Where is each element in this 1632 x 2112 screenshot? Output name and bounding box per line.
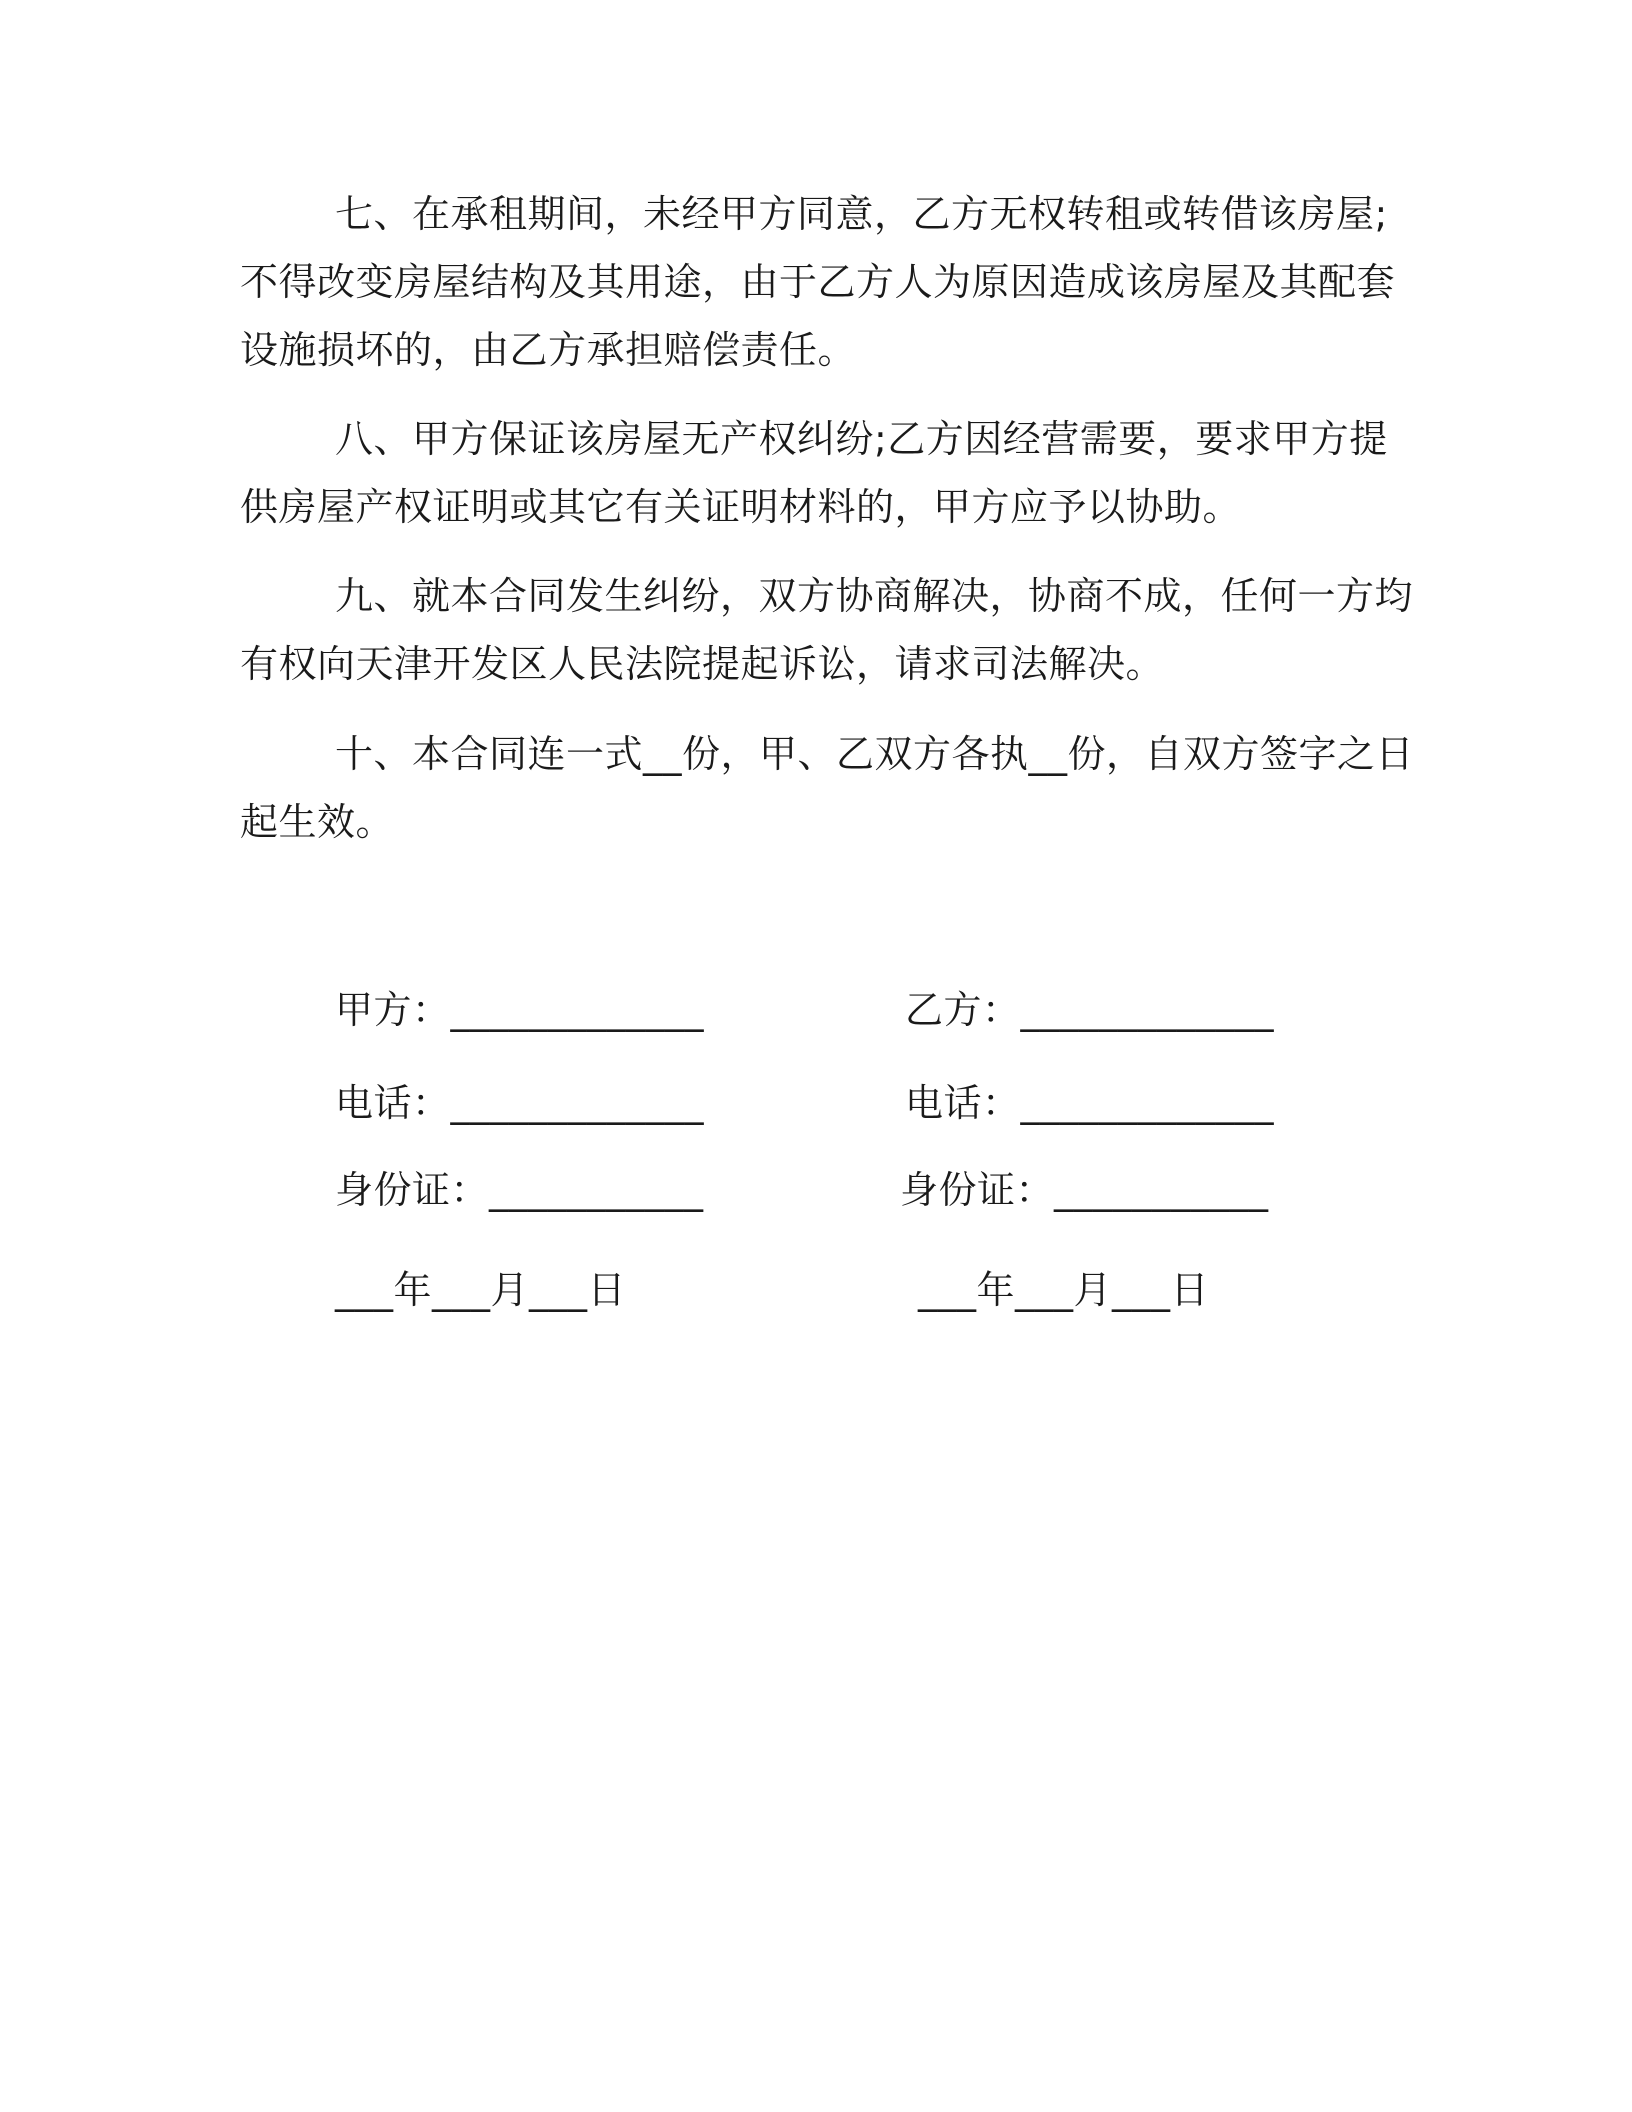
clause-line: 有权向天津开发区人民法院提起诉讼，请求司法解决。 — [240, 642, 1165, 686]
clause-line: 设施损坏的，由乙方承担赔偿责任。 — [240, 328, 857, 372]
clause-seven — [240, 180, 1396, 384]
clause-line: 九、就本合同发生纠纷，双方协商解决，协商不成，任何一方均 — [335, 574, 1414, 618]
clause-line: 不得改变房屋结构及其用途，由于乙方人为原因造成该房屋及其配套 — [240, 260, 1396, 304]
party-a-name-field[interactable]: 甲方：_____________ — [335, 988, 705, 1032]
clause-ten — [240, 720, 1415, 856]
clause-line: 八、甲方保证该房屋无产权纠纷;乙方因经营需要，要求甲方提 — [335, 417, 1388, 461]
clause-line: 七、在承租期间，未经甲方同意，乙方无权转租或转借该房屋; — [335, 192, 1388, 236]
clause-line: 十、本合同连一式__份，甲、乙双方各执__份，自双方签字之日 — [335, 732, 1415, 776]
clause-line: 起生效。 — [240, 800, 395, 844]
party-b-date-field[interactable]: ___年___月___日 — [918, 1268, 1210, 1312]
party-a-id-field[interactable]: 身份证：___________ — [335, 1168, 704, 1212]
clause-line: 供房屋产权证明或其它有关证明材料的，甲方应予以协助。 — [240, 485, 1242, 529]
party-b-phone-field[interactable]: 电话：_____________ — [905, 1081, 1275, 1125]
party-a-date-field[interactable]: ___年___月___日 — [335, 1268, 627, 1312]
party-b-id-field[interactable]: 身份证：___________ — [900, 1168, 1269, 1212]
clause-nine — [240, 562, 1414, 698]
party-b-name-field[interactable]: 乙方：_____________ — [905, 988, 1275, 1032]
clause-eight — [240, 405, 1390, 541]
party-a-phone-field[interactable]: 电话：_____________ — [335, 1081, 705, 1125]
